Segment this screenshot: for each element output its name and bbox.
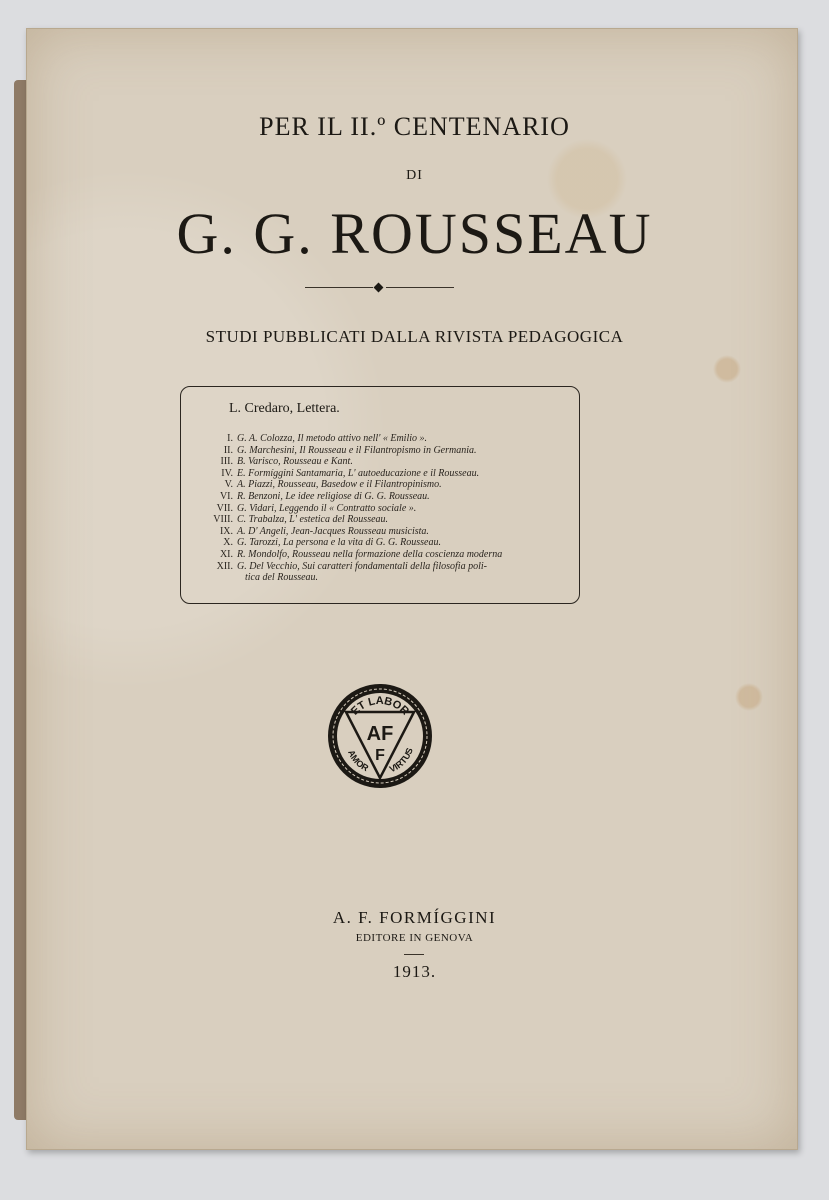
toc-item <box>181 503 579 515</box>
cover-subtitle: STUDI PUBBLICATI DALLA RIVISTA PEDAGOGICA <box>205 327 624 346</box>
publisher-emblem-icon <box>326 682 434 790</box>
toc-item-text: R. Benzoni, Le idee religiose di G. G. Rousseau. <box>237 490 430 502</box>
toc-item-number: IV. <box>221 467 233 479</box>
toc-item-number: III. <box>220 456 233 468</box>
cover-line-di: DI <box>406 168 423 183</box>
toc-item-text: G. Marchesini, Il Rousseau e il Filantropismo in Germania. <box>237 444 477 456</box>
toc-item-number: XII. <box>216 560 233 572</box>
toc-item <box>181 445 579 457</box>
toc-item-number: I. <box>227 433 233 444</box>
toc-item-number: X. <box>223 537 233 549</box>
toc-item-number: VIII. <box>213 514 233 526</box>
toc-header: L. Credaro, Lettera. <box>229 401 340 416</box>
toc-item-number: II. <box>223 444 233 456</box>
ornament-dash <box>404 954 424 955</box>
publication-year: 1913. <box>392 962 437 981</box>
toc-item-text: R. Mondolfo, Rousseau nella formazione della coscienza moderna <box>237 548 503 560</box>
emblem-left-text: AMOR <box>346 748 371 774</box>
toc-item-text: C. Trabalza, L' estetica del Rousseau. <box>237 514 389 526</box>
toc-item-number: IX. <box>219 525 233 537</box>
toc-item <box>181 526 579 538</box>
toc-item <box>181 537 579 549</box>
emblem-monogram-top: AF <box>366 723 394 745</box>
toc-item-number: XI. <box>219 548 233 560</box>
toc-item <box>181 468 579 480</box>
toc-continuation-text: tica del Rousseau. <box>245 572 319 584</box>
toc-item-number: VI. <box>219 490 233 502</box>
toc-item <box>181 479 579 491</box>
publisher-place: EDITORE IN GENOVA <box>355 932 474 944</box>
toc-item-continuation <box>181 572 579 584</box>
emblem-top-text: ET LABOR <box>348 694 412 718</box>
toc-item-text: G. Del Vecchio, Sui caratteri fondamentali della filosofia poli- <box>237 560 487 572</box>
ornament-rule-left <box>305 287 373 288</box>
toc-item <box>181 456 579 468</box>
cover-line-centenario: PER IL II.º CENTENARIO <box>259 112 570 141</box>
toc-item <box>181 491 579 503</box>
toc-item-text: A. Piazzi, Rousseau, Basedow e il Filantropinismo. <box>237 479 442 491</box>
emblem-monogram-bottom: F <box>375 747 385 764</box>
cover-title: G. G. ROUSSEAU <box>176 201 653 266</box>
toc-item <box>181 561 579 573</box>
toc-item <box>181 433 579 445</box>
emblem-right-text: VIRTUS <box>387 746 415 775</box>
toc-item <box>181 514 579 526</box>
toc-item <box>181 549 579 561</box>
toc-item-text: A. D' Angeli, Jean-Jacques Rousseau musicista. <box>237 525 429 537</box>
toc-item-number: V. <box>224 479 233 491</box>
toc-list <box>181 433 579 584</box>
publisher-name: A. F. FORMÍGGINI <box>332 908 497 927</box>
ornament-rule-right <box>386 287 454 288</box>
toc-item-text: G. Tarozzi, La persona e la vita di G. G. Rousseau. <box>237 537 441 549</box>
toc-item-text: E. Formíggini Santamaria, L' autoeducazione e il Rousseau. <box>237 467 480 479</box>
toc-item-number: VII. <box>216 502 233 514</box>
toc-item-text: B. Varisco, Rousseau e Kant. <box>237 456 353 468</box>
table-of-contents-box <box>180 386 580 604</box>
toc-item-text: G. Vidari, Leggendo il « Contratto sociale ». <box>237 502 417 514</box>
toc-item-text: G. A. Colozza, Il metodo attivo nell' « Emilio ». <box>237 433 427 444</box>
